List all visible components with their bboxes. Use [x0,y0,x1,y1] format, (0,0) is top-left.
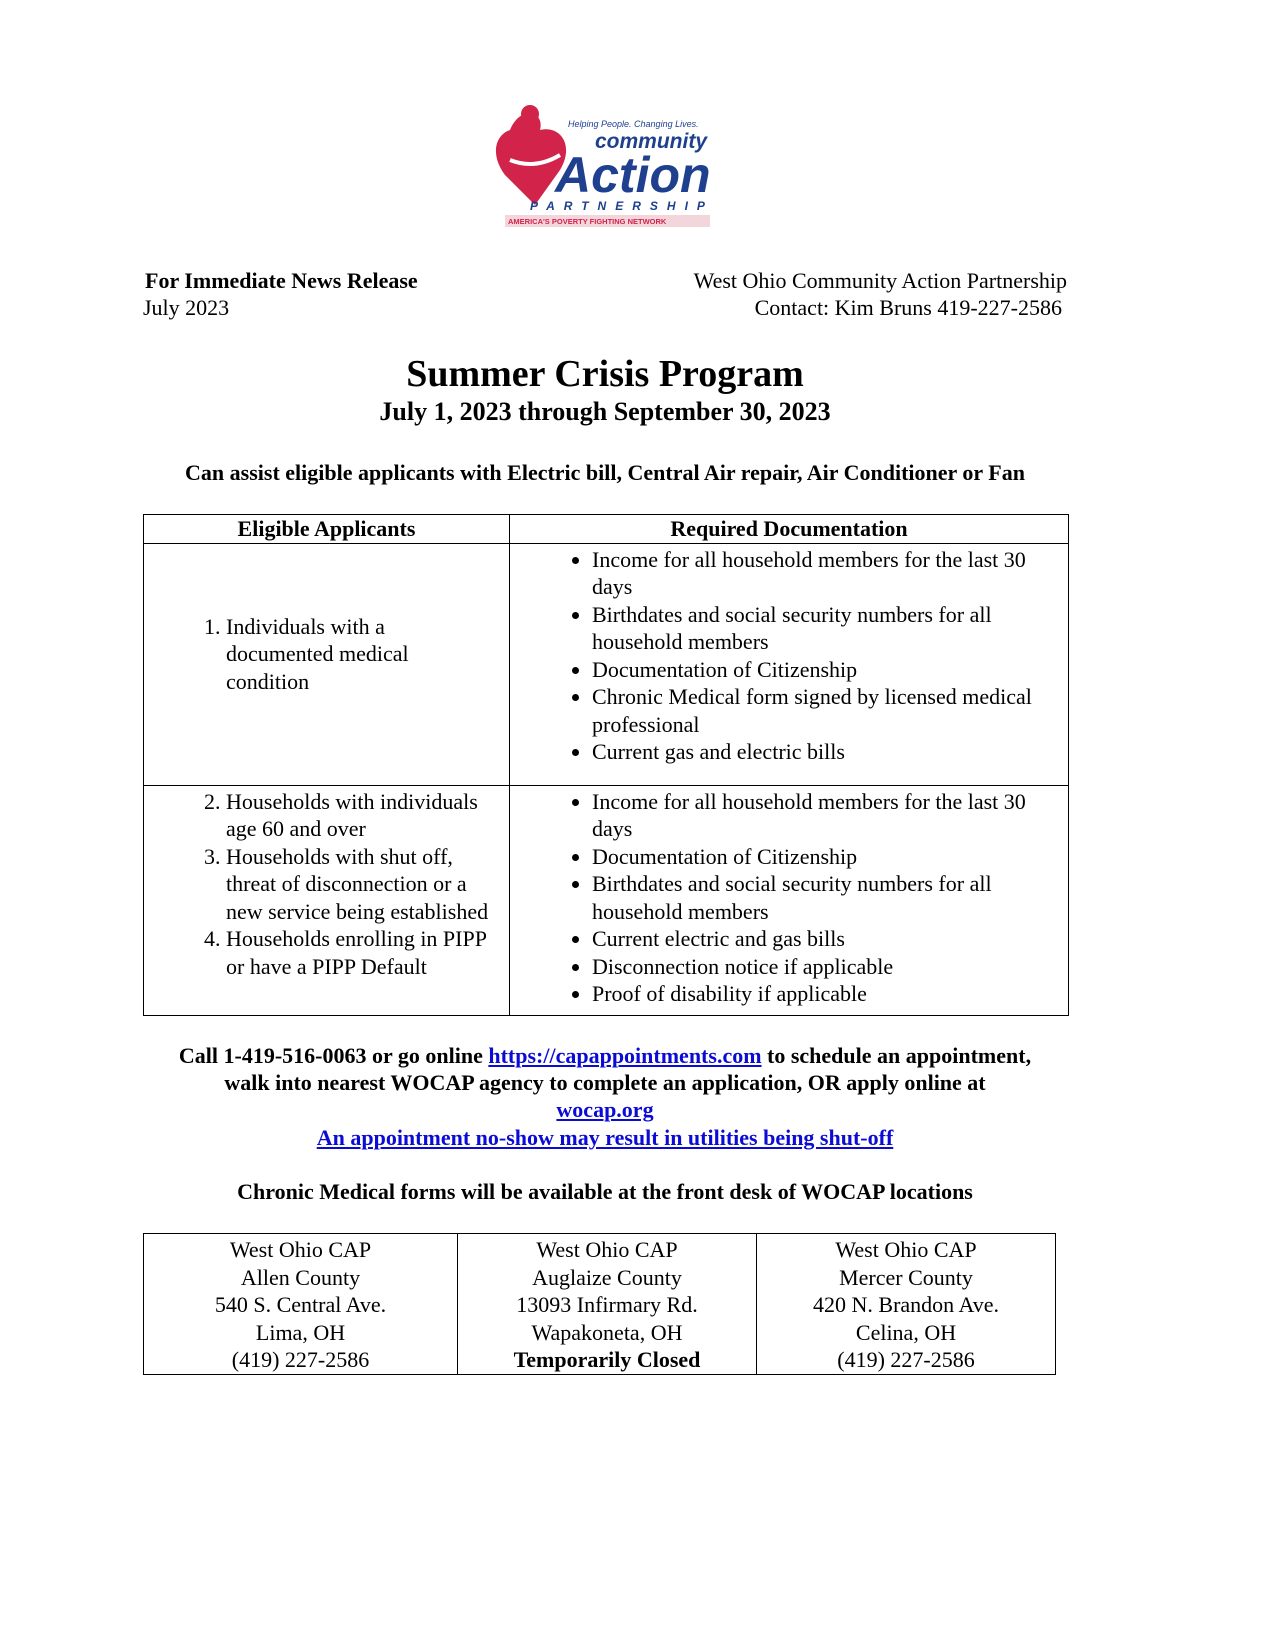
subtitle: July 1, 2023 through September 30, 2023 [379,397,831,426]
doc-item: • Chronic Medical form signed by licensed medical professional [592,683,1048,738]
cta-line-3 [0,1096,1210,1123]
applicant-item: 4. Households enrolling in PIPP or have a PIPP Default [226,925,501,980]
community-action-logo [480,100,740,240]
release-date: July 2023 [143,295,230,320]
table-row-docs [510,543,1069,785]
doc-item: • Birthdates and social security numbers for all household members [592,601,1048,656]
release-label: For Immediate News Release [145,268,418,293]
eligibility-table [143,514,1069,1016]
doc-item: • Disconnection notice if applicable [592,953,1048,981]
svg-text:Action: Action [555,147,711,203]
locations-table [143,1233,1056,1375]
no-show-warning-link[interactable]: An appointment no-show may result in utilities being shut-off [316,1125,894,1150]
cta-line-1 [0,1042,1210,1069]
applicant-item: 1. Individuals with a documented medical condition [226,613,449,696]
contact-info: Contact: Kim Bruns 419-227-2586 [754,295,1062,320]
table-row-applicants [144,543,510,785]
location-mercer [757,1234,1056,1375]
location-name: West Ohio CAP [229,1237,372,1262]
location-city: Celina, OH [855,1319,957,1345]
intro-text: Can assist eligible applicants with Electric bill, Central Air repair, Air Conditioner or Fan [185,460,1025,485]
applicant-item: 3. Households with shut off, threat of disconnection or a new service being established [226,843,501,926]
applicant-item: 2. Households with individuals age 60 and over [226,788,501,843]
cta-line-2: walk into nearest WOCAP agency to complete an application, OR apply online at [224,1070,986,1095]
location-city: Lima, OH [255,1319,346,1345]
table-row-docs [510,785,1069,1015]
doc-item: • Documentation of Citizenship [592,843,1048,871]
table-row-applicants [144,785,510,1015]
location-address: 13093 Infirmary Rd. [516,1292,698,1317]
doc-item: • Current electric and gas bills [592,925,1048,953]
location-phone: (419) 227-2586 [231,1347,370,1372]
location-name: West Ohio CAP [536,1237,678,1262]
wocap-link[interactable]: wocap.org [556,1097,654,1122]
location-status: Temporarily Closed [513,1347,701,1372]
header-applicants: Eligible Applicants [144,515,510,544]
page-title: Summer Crisis Program [406,353,804,395]
forms-note: Chronic Medical forms will be available at the front desk of WOCAP locations [237,1179,973,1204]
svg-text:community: community [595,130,708,153]
doc-item: • Current gas and electric bills [592,738,1048,766]
svg-text:Helping People. Changing Lives: Helping People. Changing Lives. [568,119,699,129]
location-auglaize [458,1234,757,1375]
cta-line-4 [0,1124,1210,1151]
doc-item: • Income for all household members for the last 30 days [592,546,1048,601]
appointments-link[interactable]: https://capappointments.com [488,1043,762,1068]
location-phone: (419) 227-2586 [837,1347,975,1372]
cta-text: to schedule an appointment, [761,1043,1032,1068]
doc-item: • Income for all household members for the last 30 days [592,788,1048,843]
location-city: Wapakoneta, OH [531,1319,683,1345]
location-county: Mercer County [839,1264,973,1290]
cta-text: Call 1-419-516-0063 or go online [178,1043,489,1068]
header-documentation: Required Documentation [510,515,1069,544]
location-name: West Ohio CAP [835,1237,977,1262]
location-county: Auglaize County [532,1264,682,1290]
location-address: 540 S. Central Ave. [214,1292,387,1317]
doc-item: • Proof of disability if applicable [592,980,1048,1008]
location-county: Allen County [240,1264,361,1290]
location-allen [144,1234,458,1375]
org-name: West Ohio Community Action Partnership [693,268,1067,293]
doc-item: • Birthdates and social security numbers for all household members [592,870,1048,925]
location-address: 420 N. Brandon Ave. [813,1292,999,1317]
doc-item: • Documentation of Citizenship [592,656,1048,684]
svg-text:PARTNERSHIP: PARTNERSHIP [530,199,714,213]
svg-text:AMERICA'S POVERTY FIGHTING NET: AMERICA'S POVERTY FIGHTING NETWORK [508,217,667,226]
